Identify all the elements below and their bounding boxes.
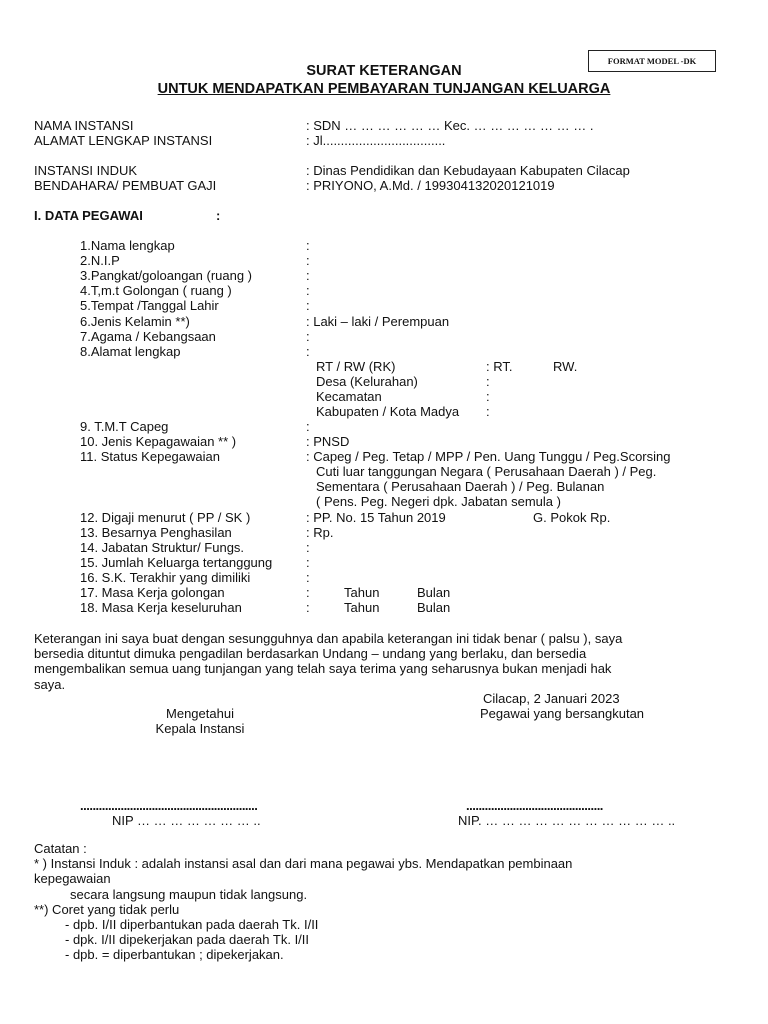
left-sign-subtitle: Kepala Instansi (155, 721, 245, 736)
place-date: Cilacap, 2 Januari 2023 (483, 691, 620, 706)
field-label: 2.N.I.P (80, 253, 120, 268)
field-value: : Capeg / Peg. Tetap / MPP / Pen. Uang Tunggu / Peg.Scorsing (306, 449, 671, 464)
note-instansi-induk: * ) Instansi Induk : adalah instansi asal dan dari mana pegawai ybs. Mendapatkan pembinaan (34, 856, 573, 871)
field-label: 12. Digaji menurut ( PP / SK ) (80, 510, 251, 525)
document-subtitle: UNTUK MENDAPATKAN PEMBAYARAN TUNJANGAN KELUARGA (157, 81, 611, 97)
format-model-label: FORMAT MODEL -DK (588, 50, 716, 72)
document-title: SURAT KETERANGAN (306, 63, 462, 79)
left-signature-line: ......................................................... (80, 798, 258, 813)
kecamatan-label: Kecamatan (316, 389, 382, 404)
field-value: : (306, 570, 310, 585)
bulan-label: Bulan (417, 600, 451, 615)
right-sign-title: Pegawai yang bersangkutan (479, 706, 645, 721)
rt-rw-label: RT / RW (RK) (316, 359, 396, 374)
field-label: 9. T.M.T Capeg (80, 419, 169, 434)
field-label: 17. Masa Kerja golongan (80, 585, 225, 600)
field-label: 8.Alamat lengkap (80, 344, 181, 359)
field-value: : (306, 540, 310, 555)
field-value: : (306, 253, 310, 268)
field-value: : (306, 600, 310, 615)
field-value: : (306, 419, 310, 434)
alamat-instansi-label: ALAMAT LENGKAP INSTANSI (34, 133, 213, 148)
status-line: ( Pens. Peg. Negeri dpk. Jabatan semula ) (316, 494, 561, 509)
field-value: : (306, 585, 310, 600)
field-value: : (306, 268, 310, 283)
tahun-label: Tahun (344, 585, 380, 600)
field-label: 4.T,m.t Golongan ( ruang ) (80, 283, 232, 298)
desa-value: : (486, 374, 490, 389)
notes-title: Catatan : (34, 841, 87, 856)
field-value: : Laki – laki / Perempuan (306, 314, 450, 329)
rt-rw-value: : RT. (486, 359, 513, 374)
note-coret: **) Coret yang tidak perlu (34, 902, 180, 917)
field-value: : (306, 344, 310, 359)
kecamatan-value: : (486, 389, 490, 404)
kabupaten-label: Kabupaten / Kota Madya (316, 404, 460, 419)
statement-line: saya. (34, 677, 66, 692)
note-instansi-induk-cont2: secara langsung maupun tidak langsung. (70, 887, 308, 902)
left-nip: NIP … … … … … … … .. (112, 813, 261, 828)
field-value: : PP. No. 15 Tahun 2019 (306, 510, 446, 525)
section-title: I. DATA PEGAWAI (34, 208, 143, 223)
note-bullet: - dpb. = diperbantukan ; dipekerjakan. (65, 947, 284, 962)
kabupaten-value: : (486, 404, 490, 419)
field-value: : (306, 329, 310, 344)
statement-line: mengembalikan semua uang tunjangan yang telah saya terima yang seharusnya bukan menjadi hak (34, 661, 612, 676)
status-line: Cuti luar tanggungan Negara ( Perusahaan Daerah ) / Peg. (316, 464, 657, 479)
field-label: 14. Jabatan Struktur/ Fungs. (80, 540, 245, 555)
field-value: : (306, 298, 310, 313)
field-value: : (306, 555, 310, 570)
tahun-label: Tahun (344, 600, 380, 615)
field-label: 3.Pangkat/goloangan (ruang ) (80, 268, 253, 283)
statement-line: bersedia dituntut dimuka pengadilan berdasarkan Undang – undang yang berlaku, dan bersedia (34, 646, 587, 661)
statement-line: Keterangan ini saya buat dengan sesungguhnya dan apabila keterangan ini tidak benar ( palsu ), saya (34, 631, 623, 646)
field-label: 15. Jumlah Keluarga tertanggung (80, 555, 273, 570)
field-label: 13. Besarnya Penghasilan (80, 525, 232, 540)
rw-label: RW. (553, 359, 578, 374)
section-colon: : (216, 208, 221, 223)
note-bullet: - dpb. I/II diperbantukan pada daerah Tk. I/II (65, 917, 319, 932)
left-sign-title: Mengetahui (166, 706, 234, 721)
status-line: Sementara ( Perusahaan Daerah ) / Peg. Bulanan (316, 479, 605, 494)
gaji-pokok-label: G. Pokok Rp. (533, 510, 611, 525)
nama-instansi-label: NAMA INSTANSI (34, 118, 134, 133)
instansi-induk-value: : Dinas Pendidikan dan Kebudayaan Kabupaten Cilacap (306, 163, 630, 178)
desa-label: Desa (Kelurahan) (316, 374, 418, 389)
field-label: 11. Status Kepegawaian (80, 449, 220, 464)
field-label: 18. Masa Kerja keseluruhan (80, 600, 242, 615)
note-instansi-induk-cont: kepegawaian (34, 871, 111, 886)
bendahara-value: : PRIYONO, A.Md. / 199304132020121019 (306, 178, 555, 193)
field-label: 16. S.K. Terakhir yang dimiliki (80, 570, 251, 585)
field-label: 5.Tempat /Tanggal Lahir (80, 298, 219, 313)
field-label: 1.Nama lengkap (80, 238, 175, 253)
note-bullet: - dpk. I/II dipekerjakan pada daerah Tk. I/II (65, 932, 310, 947)
bendahara-label: BENDAHARA/ PEMBUAT GAJI (34, 178, 217, 193)
field-label: 10. Jenis Kepagawaian ** ) (80, 434, 237, 449)
field-value: : PNSD (306, 434, 350, 449)
alamat-instansi-value: : Jl.................................. (306, 133, 446, 148)
bulan-label: Bulan (417, 585, 451, 600)
field-value: : (306, 238, 310, 253)
right-signature-line: ............................................ (466, 798, 603, 813)
nama-instansi-value: : SDN … … … … … … Kec. … … … … … … … . (306, 118, 594, 133)
instansi-induk-label: INSTANSI INDUK (34, 163, 138, 178)
right-nip: NIP. … … … … … … … … … … … .. (458, 813, 676, 828)
field-label: 6.Jenis Kelamin **) (80, 314, 190, 329)
field-label: 7.Agama / Kebangsaan (80, 329, 216, 344)
field-value: : Rp. (306, 525, 334, 540)
field-value: : (306, 283, 310, 298)
